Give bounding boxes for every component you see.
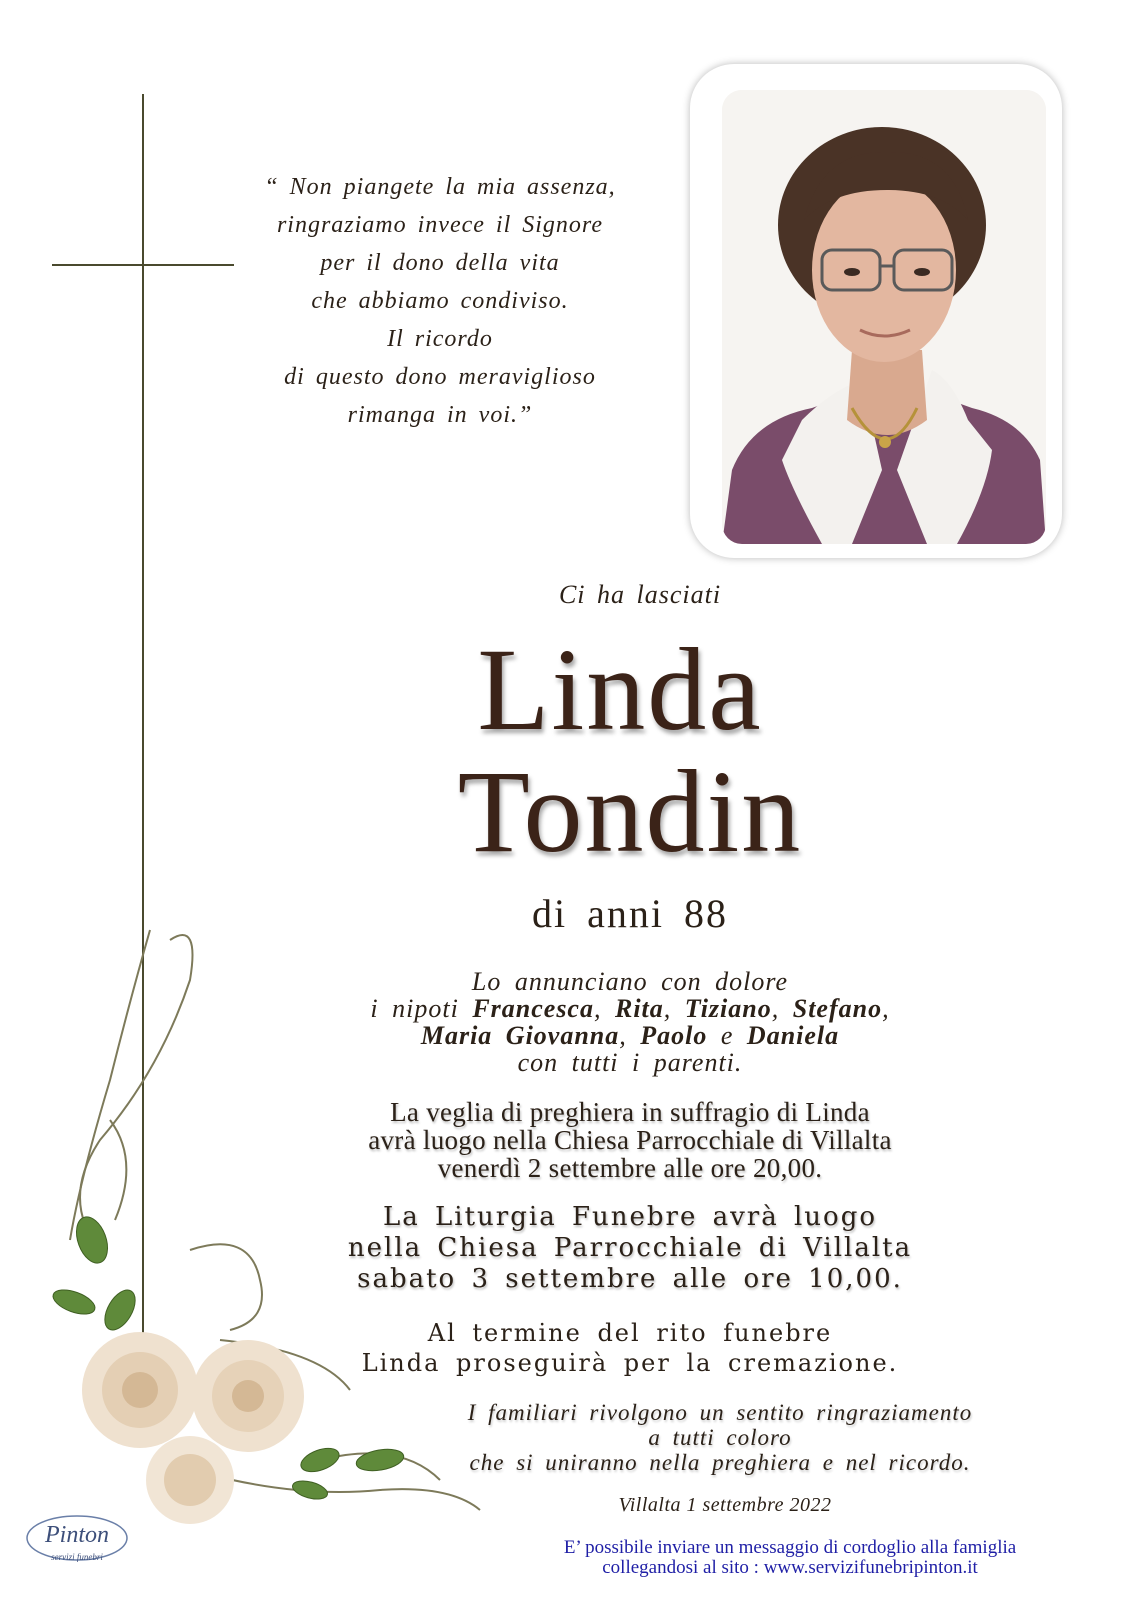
- website-line: E’ possibile inviare un messaggio di cordoglio alla famiglia: [563, 1537, 1017, 1558]
- liturgy-line: La Liturgia Funebre avrà luogo: [383, 1202, 877, 1232]
- portrait-illustration: [722, 90, 1046, 544]
- deceased-last-name: Tondin: [457, 746, 803, 877]
- announcement-prefix: i nipoti: [370, 994, 459, 1023]
- rose-flowers: [82, 1332, 304, 1524]
- separator: ,: [593, 994, 602, 1023]
- thanks-line: a tutti coloro: [648, 1425, 792, 1450]
- relative-name: Stefano: [792, 994, 883, 1023]
- announcement-line: con tutti i parenti.: [517, 1048, 743, 1077]
- relative-name: Rita: [614, 994, 664, 1023]
- deceased-first-name: Linda: [477, 624, 763, 755]
- quote-line: Il ricordo: [387, 326, 493, 352]
- relative-name: Daniela: [746, 1021, 840, 1050]
- quote-line: “ Non piangete la mia assenza,: [264, 174, 616, 200]
- vigil-line: avrà luogo nella Chiesa Parrocchiale di Villalta: [368, 1125, 892, 1155]
- portrait-frame: [690, 64, 1062, 558]
- relative-name: Tiziano: [684, 994, 772, 1023]
- place-and-date: Villalta 1 settembre 2022: [618, 1494, 832, 1516]
- thanks-line: I familiari rivolgono un sentito ringraziamento: [467, 1400, 973, 1425]
- floral-decoration: [20, 920, 540, 1600]
- separator: ,: [771, 994, 780, 1023]
- vigil-line: La veglia di preghiera in suffragio di Linda: [390, 1097, 870, 1127]
- memorial-quote: [230, 168, 650, 434]
- deceased-age: di anni 88: [532, 891, 728, 936]
- cross-horizontal-bar: [52, 264, 234, 266]
- svg-text:Pinton: Pinton: [45, 1522, 109, 1548]
- svg-text:servizi funebri: servizi funebri: [51, 1552, 103, 1562]
- relative-name: Maria Giovanna: [420, 1021, 620, 1050]
- announcement-line: Lo annunciano con dolore: [471, 967, 789, 996]
- vigil-line: venerdì 2 settembre alle ore 20,00.: [437, 1153, 823, 1183]
- relative-name: Francesca: [472, 994, 594, 1023]
- intro-phrase: Ci ha lasciati: [558, 580, 722, 609]
- separator: ,: [882, 994, 890, 1023]
- closing-line: Linda proseguirà per la cremazione.: [361, 1349, 899, 1377]
- separator: ,: [663, 994, 672, 1023]
- quote-line: per il dono della vita: [320, 250, 560, 276]
- closing-line: Al termine del rito funebre: [427, 1319, 833, 1347]
- thanks-line: che si uniranno nella preghiera e nel ricordo.: [469, 1450, 971, 1475]
- relative-name: Paolo: [640, 1021, 708, 1050]
- pinton-logo: [22, 1508, 132, 1572]
- quote-line: rimanga in voi.”: [347, 402, 533, 428]
- website-link[interactable]: collegandosi al sito : www.servizifunebripinton.it: [602, 1557, 978, 1578]
- quote-line: ringraziamo invece il Signore: [276, 212, 604, 238]
- condolence-website-note[interactable]: [520, 1538, 1060, 1578]
- portrait-photo: [722, 90, 1046, 544]
- quote-line: di questo dono meraviglioso: [284, 364, 596, 390]
- separator: ,: [619, 1021, 627, 1050]
- conjunction: e: [720, 1021, 734, 1050]
- quote-line: che abbiamo condiviso.: [311, 288, 569, 314]
- liturgy-line: nella Chiesa Parrocchiale di Villalta: [347, 1233, 913, 1263]
- liturgy-line: sabato 3 settembre alle ore 10,00.: [357, 1264, 903, 1294]
